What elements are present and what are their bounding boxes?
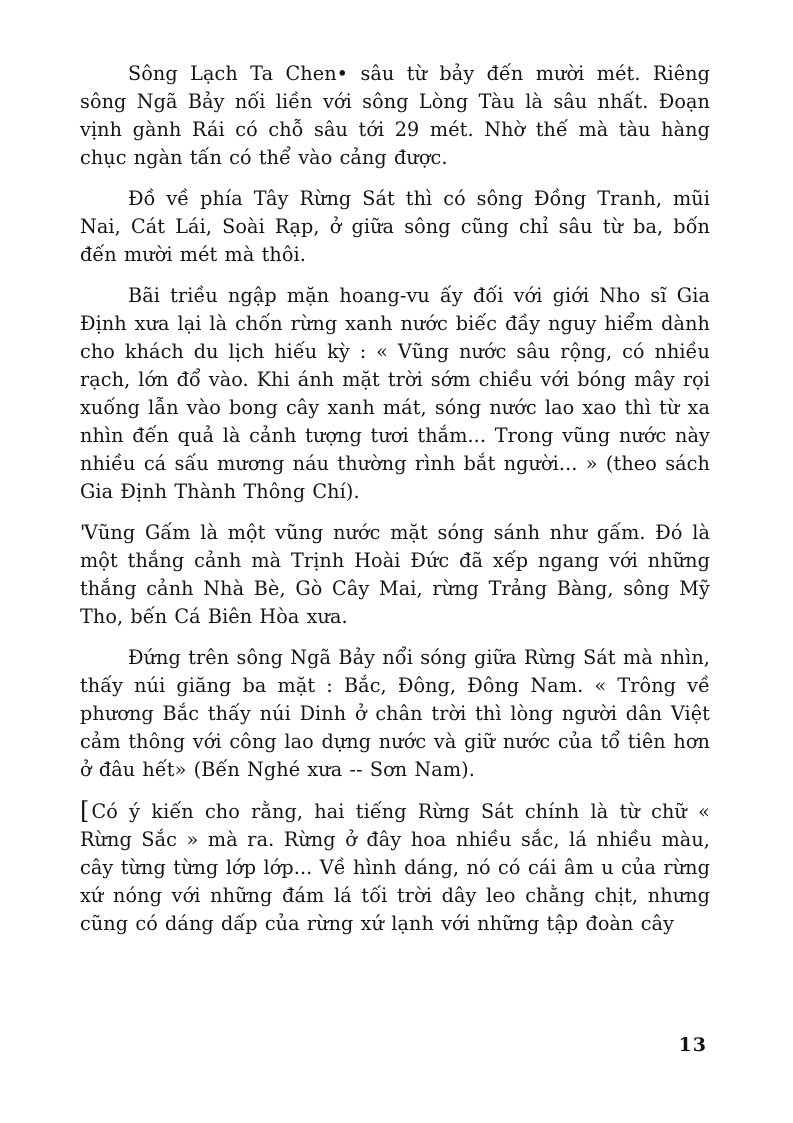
paragraph-6-bracket: [ [80, 797, 90, 825]
paragraph-4 [80, 519, 710, 631]
page-body [80, 60, 710, 951]
paragraph-5: Đứng trên sông Ngã Bảy nổi sóng giữa Rừng Sát mà nhìn, thấy núi giăng ba mặt : Bắc, Đông, Đông Nam. « Trông về phương Bắc thấy núi Dinh ở chân trời thì lòng người dân Việt cảm thông với công lao dựng nước và giữ nước của tổ tiên hơn ở đâu hết» (Bến Nghé xưa -- Sơn Nam). [80, 646, 710, 781]
paragraph-4-text: Vũng Gấm là một vũng nước mặt sóng sánh như gấm. Đó là một thắng cảnh mà Trịnh Hoài Đức đã xếp ngang với những thắng cảnh Nhà Bè, Gò Cây Mai, rừng Trảng Bàng, sông Mỹ Tho, bến Cá Biên Hòa xưa. [80, 521, 710, 628]
page-number: 13 [678, 1034, 707, 1056]
paragraph-3: Bãi triều ngập mặn hoang-vu ấy đối với giới Nho sĩ Gia Định xưa lại là chốn rừng xanh nước biếc đầy nguy hiểm dành cho khách du lịch hiếu kỳ : « Vũng nước sâu rộng, có nhiều rạch, lớn đổ vào. Khi ánh mặt trời sớm chiều với bóng mây rọi xuống lẫn vào bong cây xanh mát, sóng nước lao xao thì từ xa nhìn đến quả là cảnh tượng tươi thắm... Trong vũng nước này nhiều cá sấu mương náu thường rình bắt người... » (theo sách Gia Định Thành Thông Chí). [80, 284, 710, 503]
paragraph-6-text: Có ý kiến cho rằng, hai tiếng Rừng Sát chính là từ chữ « Rừng Sắc » mà ra. Rừng ở đây hoa nhiều sắc, lá nhiều màu, cây từng từng lớp lớp... Về hình dáng, nó có cái âm u của rừng xứ nóng với những đám lá tối trời dây leo chằng chịt, nhưng cũng có dáng dấp của rừng xứ lạnh với những tập đoàn cây [80, 800, 710, 935]
paragraph-1: Sông Lạch Ta Chen• sâu từ bảy đến mười mét. Riêng sông Ngã Bảy nối liền với sông Lòng Tàu là sâu nhất. Đoạn vịnh gành Rái có chỗ sâu tới 29 mét. Nhờ thế mà tàu hàng chục ngàn tấn có thể vào cảng được. [80, 62, 710, 169]
paragraph-6 [80, 797, 710, 938]
paragraph-2: Đồ về phía Tây Rừng Sát thì có sông Đồng Tranh, mũi Nai, Cát Lái, Soài Rạp, ở giữa sông cũng chỉ sâu từ ba, bốn đến mười mét mà thôi. [80, 187, 710, 266]
paragraph-4-lead-mark: ' [80, 521, 86, 544]
